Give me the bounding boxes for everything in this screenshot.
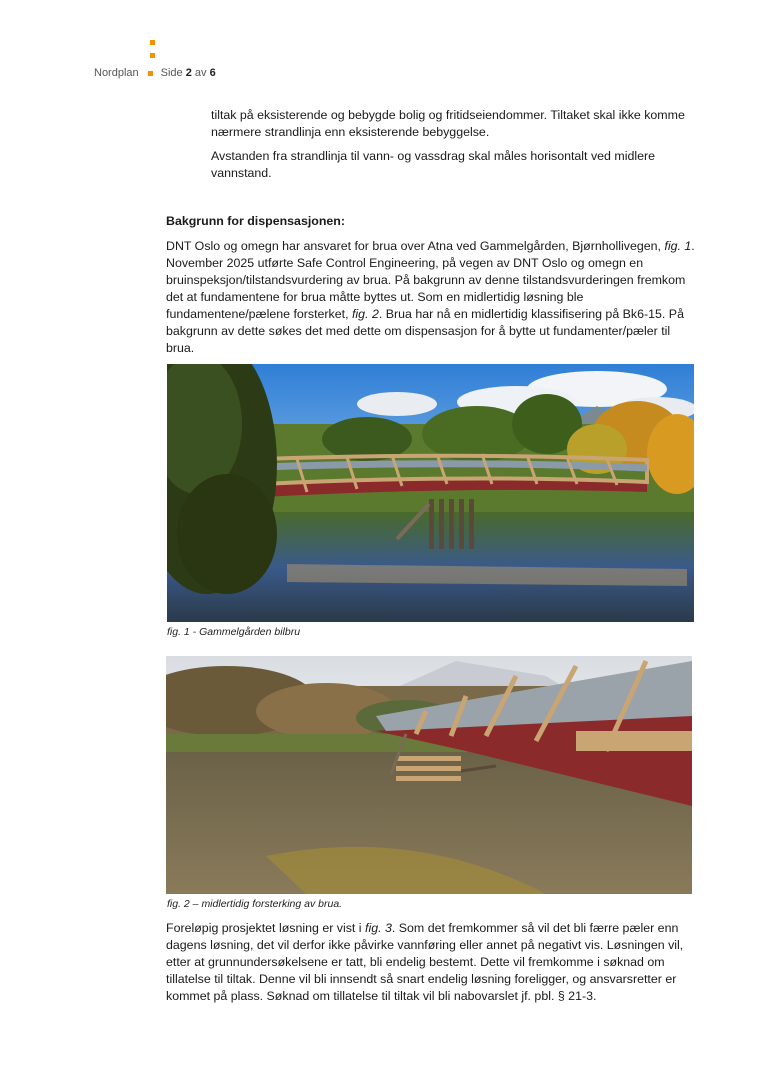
paragraph-project — [166, 920, 696, 1005]
page-of: av — [194, 67, 207, 79]
org-name: Nordplan — [94, 67, 139, 79]
section-heading: Bakgrunn for dispensasjonen: — [166, 214, 345, 228]
page-label: Side — [160, 67, 183, 79]
background-text-2: . November 2025 utførte Safe Control Engineering, på vegen av DNT Oslo og omegn en bruinspeksjon/tilstandsvurdering av brua. På bakgrunn av denne tilstandsvurderingen fremkom det at fundamentene for brua måtte byttes ut. Som en midlertidig løsning ble fundamentene/pælene forsterket, — [166, 239, 695, 321]
page-total: 6 — [209, 67, 216, 79]
figure-1-caption: fig. 1 - Gammelgården bilbru — [167, 626, 301, 638]
figure-ref-3: fig. 3 — [365, 921, 392, 935]
paragraph-indent-2: Avstanden fra strandlinja til vann- og vassdrag skal måles horisontalt ved midlere vannstand. — [211, 149, 655, 180]
figure-2-photo — [166, 656, 692, 894]
page-header — [94, 67, 216, 79]
paragraph-background — [166, 238, 696, 357]
project-text-1: Foreløpig prosjektet løsning er vist i — [166, 921, 366, 935]
background-text-1: DNT Oslo og omegn har ansvaret for brua over Atna ved Gammelgården, Bjørnhollivegen, — [166, 239, 665, 253]
background-text-3: . Brua har nå en midlertidig klassifisering på Bk6-15. På bakgrunn av dette søkes det med dette om dispensasjon for å bytte ut fundamenter/pæler til brua. — [166, 307, 684, 355]
page-current: 2 — [185, 67, 192, 79]
logo-mark-top — [150, 40, 155, 45]
header-separator — [148, 71, 153, 76]
logo-mark-middle — [150, 53, 155, 58]
figure-1-photo — [167, 364, 694, 622]
figure-ref-1: fig. 1 — [664, 239, 692, 253]
figure-ref-2: fig. 2 — [351, 307, 379, 321]
project-text-2: . Som det fremkommer så vil det bli færre pæler enn dagens løsning, det vil derfor ikke påvirke vannføring eller annet på negativt vis. Løsningen vil, etter at grunnundersøkelsene er tatt, bli endelig bestemt. Dette vil fremkomme i søknad om tillatelse til tiltak. Denne vil bli innsendt så snart endelig løsning foreligger, og ansvarsretter er kommet på plass. Søknad om tillatelse til tiltak vil bli nabovarslet jf. pbl. § 21-3. — [166, 921, 684, 1003]
paragraph-indent-1: tiltak på eksisterende og bebygde bolig og fritidseiendommer. Tiltaket skal ikke komme nærmere strandlinja enn eksisterende bebyggelse. — [211, 108, 685, 139]
figure-2-caption: fig. 2 – midlertidig forsterking av brua. — [167, 898, 343, 910]
